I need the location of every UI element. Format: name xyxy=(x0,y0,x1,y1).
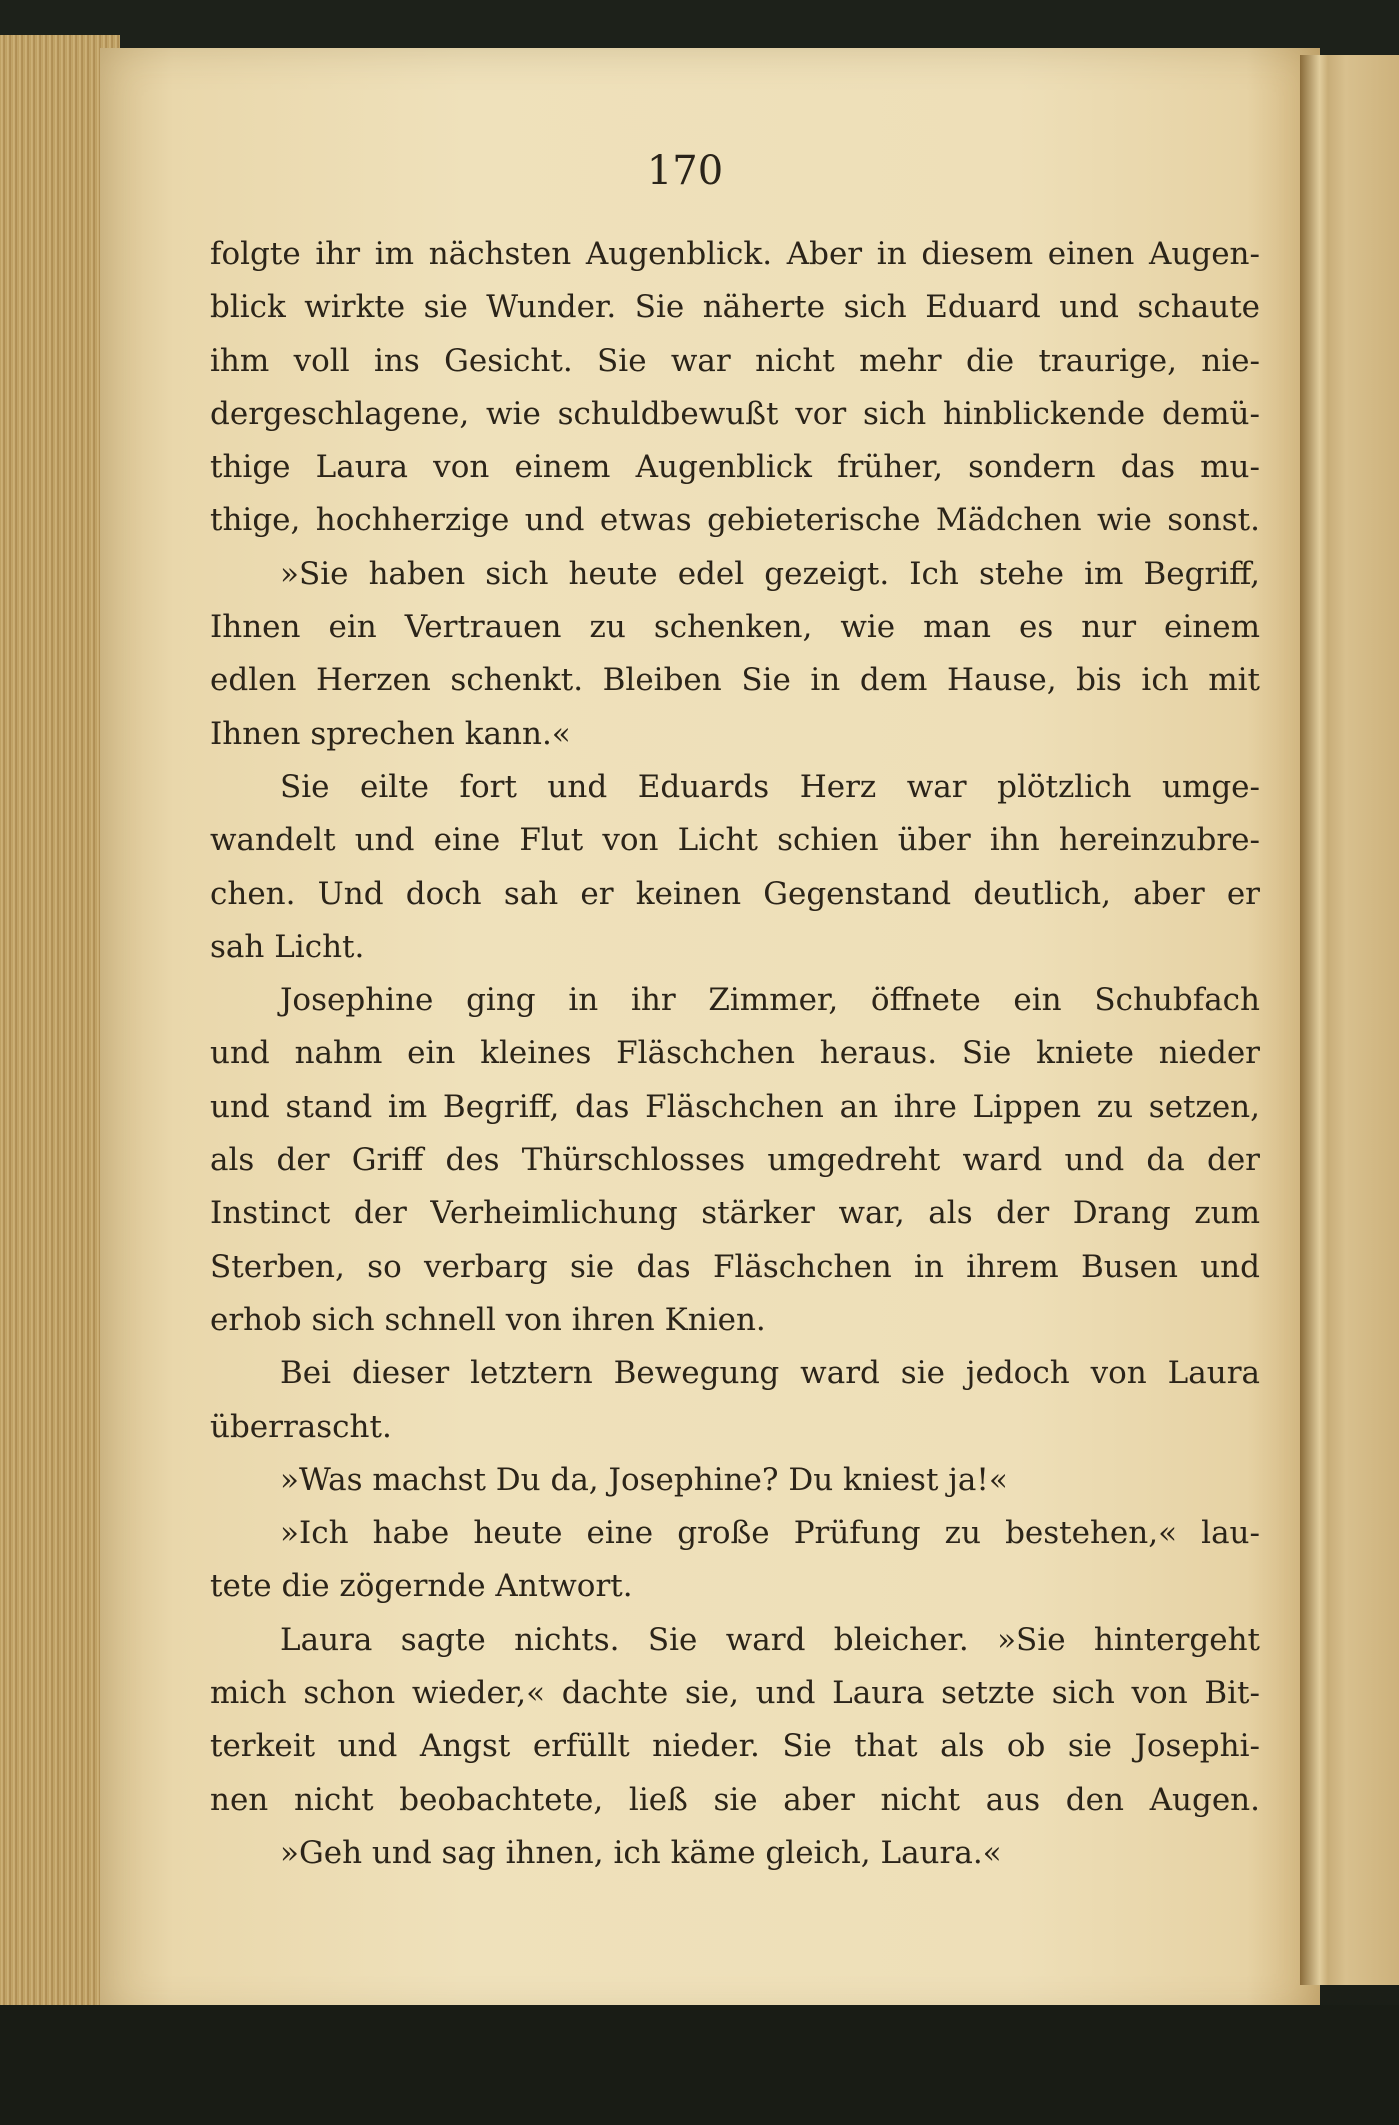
text-line: tete die zögernde Antwort. xyxy=(210,1568,633,1605)
text-line: »Was machst Du da, Josephine? Du kniest ja!« xyxy=(280,1461,1008,1498)
background-bottom xyxy=(0,2005,1399,2125)
text-line: »Geh und sag ihnen, ich käme gleich, Laura.« xyxy=(280,1834,1002,1871)
text-line: Bei dieser letztern Bewegung ward sie jedoch von Laura xyxy=(280,1355,1260,1392)
text-line: Josephine ging in ihr Zimmer, öffnete ein Schubfach xyxy=(280,982,1260,1019)
text-line: als der Griff des Thürschlosses umgedreht ward und da der xyxy=(210,1142,1260,1179)
text-line: und stand im Begriff, das Fläschchen an ihre Lippen zu setzen, xyxy=(210,1088,1260,1125)
page-number: 170 xyxy=(646,148,724,194)
text-line: Ihnen ein Vertrauen zu schenken, wie man es nur einem xyxy=(210,609,1260,646)
text-line: ihm voll ins Gesicht. Sie war nicht mehr die traurige, nie- xyxy=(210,342,1260,379)
text-line: thige Laura von einem Augenblick früher, sondern das mu- xyxy=(210,449,1260,486)
body-text xyxy=(210,228,1260,1880)
text-line: Ihnen sprechen kann.« xyxy=(210,715,571,752)
text-line: Sterben, so verbarg sie das Fläschchen in ihrem Busen und xyxy=(210,1248,1260,1285)
text-line: terkeit und Angst erfüllt nieder. Sie that als ob sie Josephi- xyxy=(210,1728,1260,1765)
text-line: dergeschlagene, wie schuldbewußt vor sich hinblickende demü- xyxy=(210,395,1260,432)
text-line: Laura sagte nichts. Sie ward bleicher. »Sie hintergeht xyxy=(280,1621,1260,1658)
text-line: »Sie haben sich heute edel gezeigt. Ich stehe im Begriff, xyxy=(280,555,1260,592)
text-line: wandelt und eine Flut von Licht schien über ihn hereinzubre- xyxy=(210,822,1260,859)
text-line: blick wirkte sie Wunder. Sie näherte sich Eduard und schaute xyxy=(210,289,1260,326)
page-gutter xyxy=(1300,55,1328,1985)
text-line: »Ich habe heute eine große Prüfung zu bestehen,« lau- xyxy=(280,1515,1260,1552)
text-line: chen. Und doch sah er keinen Gegenstand deutlich, aber er xyxy=(210,875,1260,912)
text-line: und nahm ein kleines Fläschchen heraus. Sie kniete nieder xyxy=(210,1035,1260,1072)
text-line: erhob sich schnell von ihren Knien. xyxy=(210,1301,766,1338)
text-line: nen nicht beobachtete, ließ sie aber nicht aus den Augen. xyxy=(210,1781,1260,1818)
text-line: folgte ihr im nächsten Augenblick. Aber in diesem einen Augen- xyxy=(210,236,1260,272)
text-line: Instinct der Verheimlichung stärker war, als der Drang zum xyxy=(210,1195,1260,1232)
text-line: mich schon wieder,« dachte sie, und Laura setzte sich von Bit- xyxy=(210,1675,1260,1712)
text-line: thige, hochherzige und etwas gebieterische Mädchen wie sonst. xyxy=(210,502,1260,539)
text-line: Sie eilte fort und Eduards Herz war plötzlich umge- xyxy=(280,768,1260,805)
text-line: sah Licht. xyxy=(210,928,365,965)
text-line: überrascht. xyxy=(210,1408,392,1445)
text-line: edlen Herzen schenkt. Bleiben Sie in dem Hause, bis ich mit xyxy=(210,662,1260,699)
